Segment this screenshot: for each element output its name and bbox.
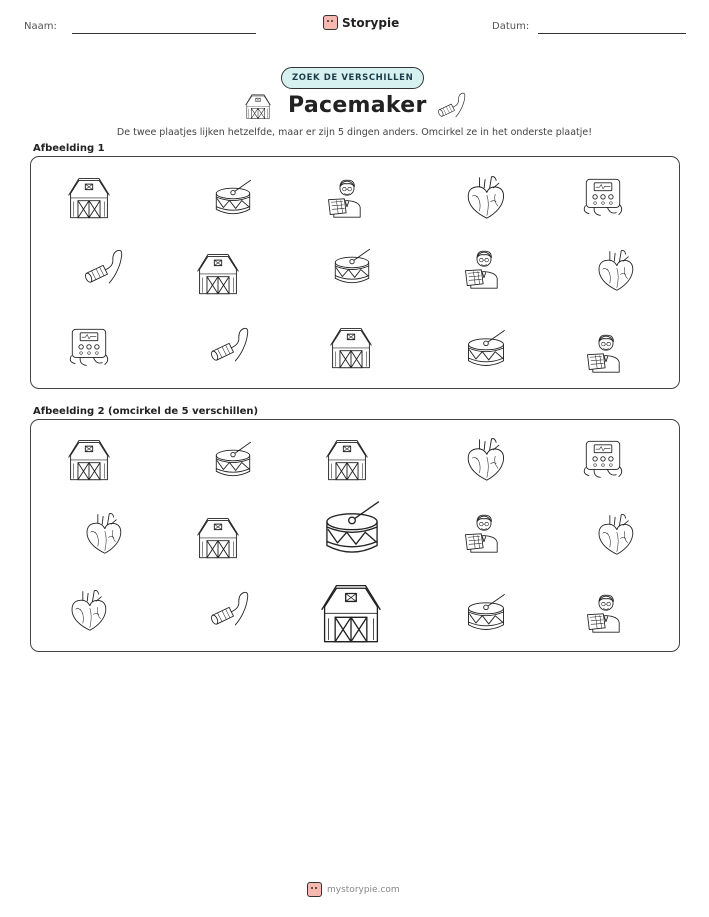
lead-wire-icon [436,90,468,122]
barn-icon [328,324,374,370]
drum-icon [211,175,255,219]
name-label: Naam: [24,21,57,32]
date-line [538,33,686,34]
barn-icon [195,514,241,560]
barn-icon [324,436,370,482]
drum-icon [211,437,255,481]
lead-wire-icon [208,324,252,368]
storypie-logo-icon [323,15,338,30]
brand-logo [323,15,399,30]
doctor-icon [584,330,628,374]
heart-icon [82,511,126,555]
barn-icon [318,579,384,645]
doctor-icon [584,590,628,634]
heart-icon [594,248,638,292]
barn-icon [66,436,112,482]
doctor-icon [462,510,506,554]
pacemaker-device-icon [67,324,111,368]
heart-icon [67,588,111,632]
pacemaker-device-icon [581,174,625,218]
barn-icon [66,174,112,220]
heart-icon [463,174,509,220]
barn-icon [244,92,272,120]
page-title: Pacemaker [288,93,427,118]
barn-icon [195,250,241,296]
drum-icon [463,589,509,635]
name-line [72,33,256,34]
lead-wire-icon [82,246,126,290]
picture2-label: Afbeelding 2 (omcirkel de 5 verschillen) [33,406,259,417]
worksheet-badge: ZOEK DE VERSCHILLEN [281,67,424,89]
footer [307,882,400,897]
date-label: Datum: [492,21,530,32]
instruction-text: De twee plaatjes lijken hetzelfde, maar er zijn 5 dingen anders. Omcirkel ze in het onderste plaatje! [116,127,593,138]
picture1-label: Afbeelding 1 [33,143,105,154]
pacemaker-device-icon [581,436,625,480]
doctor-icon [462,246,506,290]
heart-icon [463,436,509,482]
drum-icon [463,325,509,371]
brand-name: Storypie [342,15,400,30]
drum-icon [319,494,385,560]
doctor-icon [325,175,369,219]
drum-icon [330,244,374,288]
lead-wire-icon [208,588,252,632]
heart-icon [594,512,638,556]
footer-site: mystorypie.com [327,884,400,895]
storypie-logo-icon [307,882,322,897]
